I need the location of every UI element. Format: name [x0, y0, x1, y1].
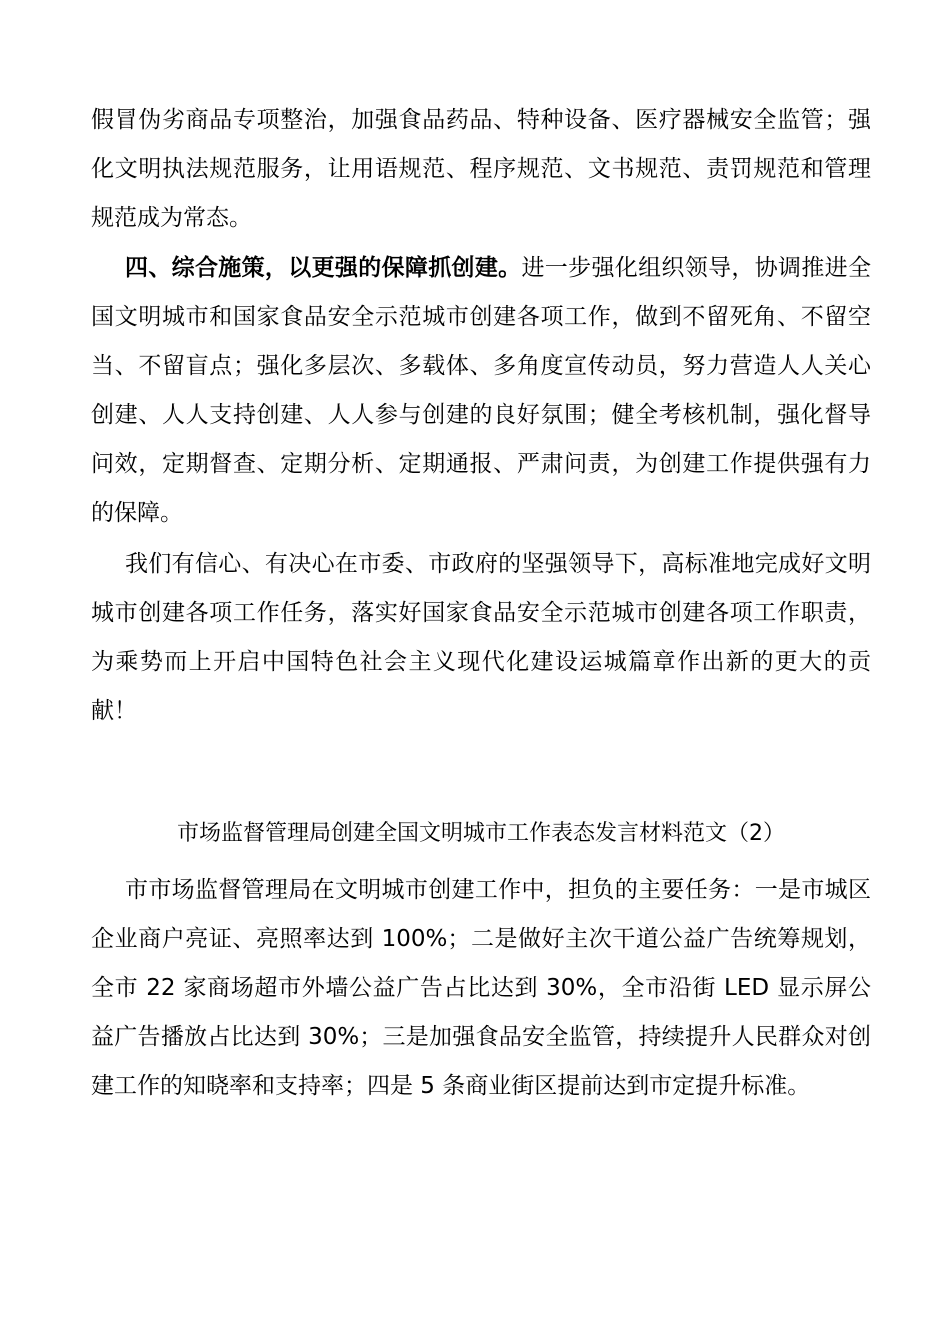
paragraph-main-tasks: 市市场监督管理局在文明城市创建工作中，担负的主要任务：一是市城区企业商户亮证、亮照率达到 100%；二是做好主次干道公益广告统筹规划，全市 22 家商场超市外墙公益广告占比达到 30%，全市沿街 LED 显示屏公益广告播放占比达到 30%；三是加强食品安全监管，持续提升人民群众对创建工作的知晓率和支持率；四是 5 条商业街区提前达到市定提升标准。 [91, 877, 871, 1099]
paragraph-commitment: 我们有信心、有决心在市委、市政府的坚强领导下，高标准地完成好文明城市创建各项工作任务，落实好国家食品安全示范城市创建各项工作职责，为乘势而上开启中国特色社会主义现代化建设运城篇章作出新的更大的贡献！ [91, 551, 871, 724]
section-title: 市场监督管理局创建全国文明城市工作表态发言材料范文（2） [177, 821, 785, 846]
paragraph-enforcement: 假冒伪劣商品专项整治，加强食品药品、特种设备、医疗器械安全监管；强化文明执法规范服务，让用语规范、程序规范、文书规范、责罚规范和管理规范成为常态。 [91, 107, 871, 231]
paragraph-body-safeguards: 进一步强化组织领导，协调推进全国文明城市和国家食品安全示范城市创建各项工作，做到不留死角、不留空当、不留盲点；强化多层次、多载体、多角度宣传动员，努力营造人人关心创建、人人支持创建、人人参与创建的良好氛围；健全考核机制，强化督导问效，定期督查、定期分析、定期通报、严肃问责，为创建工作提供强有力的保障。 [91, 255, 872, 526]
paragraph-safeguards [91, 244, 871, 538]
paragraph-heading-safeguards: 四、综合施策，以更强的保障抓创建。 [125, 255, 522, 281]
